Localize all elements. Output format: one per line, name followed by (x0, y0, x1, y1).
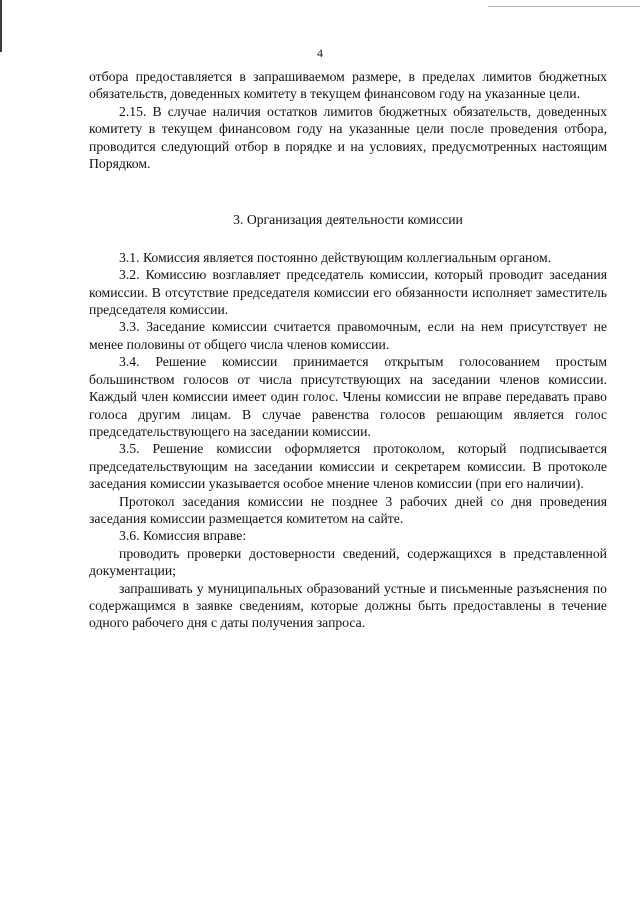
paragraph-3-6: 3.6. Комиссия вправе: (119, 528, 247, 544)
paragraph-3-5: 3.5. Решение комиссии оформляется протоколом, который подписывается председательствующим на заседании комиссии и секретарем комиссии. В протоколе заседания комиссии указывается особое мнение членов комиссии (при его наличии). (89, 441, 607, 492)
paragraph-2-15: 2.15. В случае наличия остатков лимитов бюджетных обязательств, доведенных комитету в текущем финансовом году на указанные цели после проведения отбора, проводится следующий отбор в порядке и на условиях, предусмотренных настоящим Порядком. (89, 103, 607, 172)
paragraph-continuation: отбора предоставляется в запрашиваемом размере, в пределах лимитов бюджетных обязательств, доведенных комитету в текущем финансовом году на указанные цели. (89, 69, 607, 102)
page-number: 4 (317, 46, 323, 60)
paragraph-protocol: Протокол заседания комиссии не позднее 3 рабочих дней со дня проведения заседания комиссии размещается комитетом на сайте. (89, 493, 607, 526)
paragraph-3-2: 3.2. Комиссию возглавляет председатель комиссии, который проводит заседания комиссии. В отсутствие председателя комиссии его обязанности исполняет заместитель председателя комиссии. (89, 267, 607, 318)
scan-artifact-line (488, 6, 640, 7)
section-title: 3. Организация деятельности комиссии (233, 212, 463, 228)
paragraph-3-4: 3.4. Решение комиссии принимается открытым голосованием простым большинством голосов от числа присутствующих на заседании членов комиссии. Каждый член комиссии имеет один голос. Члены комиссии не вправе передавать право голоса другим лицам. В случае равенства голосов решающим является голос председательствующего на заседании комиссии. (89, 354, 607, 439)
document-body (89, 68, 607, 632)
paragraph-3-6-item-1: проводить проверки достоверности сведений, содержащихся в представленной документации; (89, 545, 607, 579)
paragraph-3-3: 3.3. Заседание комиссии считается правомочным, если на нем присутствует не менее половины от общего числа членов комиссии. (89, 319, 607, 352)
scan-artifact-edge (0, 0, 2, 52)
paragraph-3-1: 3.1. Комиссия является постоянно действующим коллегиальным органом. (119, 249, 552, 265)
paragraph-3-6-item-2: запрашивать у муниципальных образований устные и письменные разъяснения по содержащимся в заявке сведениям, которые должны быть предоставлены в течение одного рабочего дня с даты получения запроса. (89, 580, 607, 631)
